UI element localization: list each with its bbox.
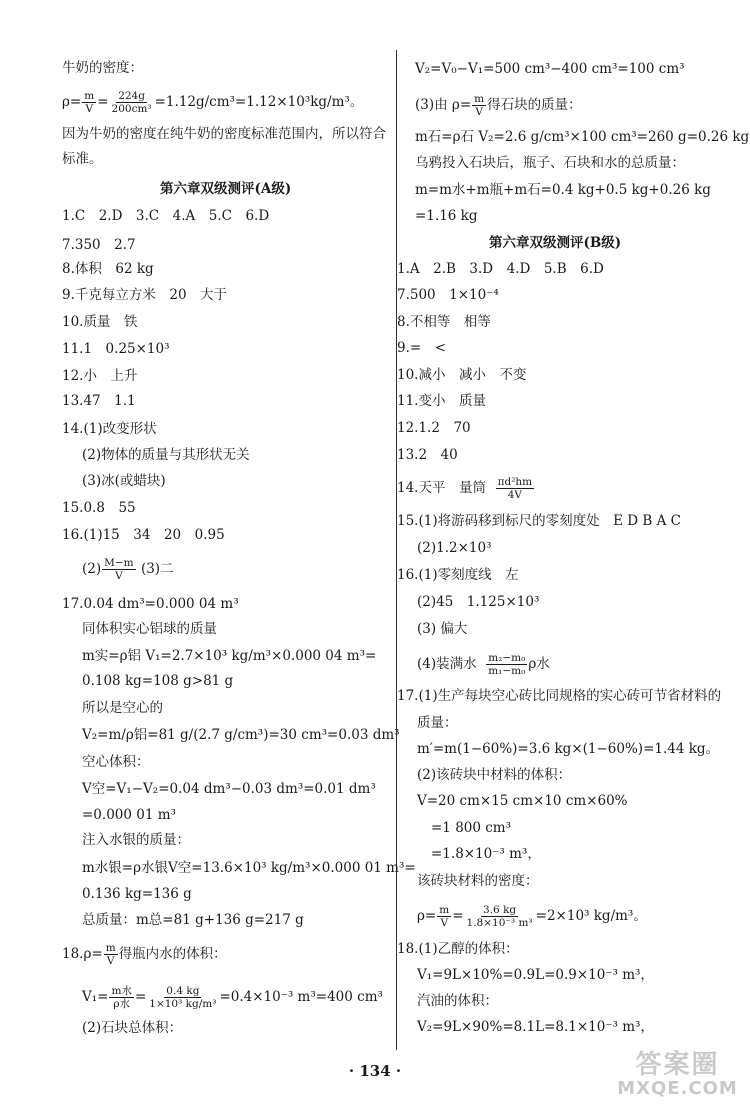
text-line: 标准。 xyxy=(62,151,103,167)
answer-line: 该砖块材料的密度： xyxy=(417,873,539,889)
answer-line: 10.减小 减小 不变 xyxy=(397,367,527,383)
fraction xyxy=(110,90,154,115)
fraction xyxy=(437,904,451,929)
fraction-numerator: m xyxy=(84,90,95,102)
answer-line: 0.136 kg=136 g xyxy=(82,886,192,902)
answer-line: =0.000 01 m³ xyxy=(82,807,176,823)
answer-line: 8.不相等 相等 xyxy=(397,314,491,330)
answer-line: 12.小 上升 xyxy=(62,368,138,384)
answer-line: 1.A 2.B 3.D 4.D 5.B 6.D xyxy=(397,261,604,277)
answer-line: 质量： xyxy=(417,715,458,731)
answer-line: 0.108 kg=108 g>81 g xyxy=(82,673,234,689)
formula-line xyxy=(397,476,535,501)
answer-line: V=20 cm×15 cm×10 cm×60% xyxy=(417,793,628,809)
formula-part: (4)装满水 xyxy=(417,656,477,673)
section-heading: 第六章双级测评(A级) xyxy=(160,181,292,197)
fraction xyxy=(82,90,96,115)
formula-line xyxy=(62,942,227,967)
fraction xyxy=(496,476,535,501)
text-line: 牛奶的密度： xyxy=(62,60,143,76)
answer-line: 总质量：m总=81 g+136 g=217 g xyxy=(82,912,304,928)
answer-line: 乌鸦投入石块后，瓶子、石块和水的总质量： xyxy=(415,155,685,171)
fraction-denominator: V xyxy=(475,106,483,119)
fraction xyxy=(472,93,486,118)
answer-line: =1 800 cm³ xyxy=(431,820,512,836)
column-divider xyxy=(396,50,397,1050)
fraction-numerator: 224g xyxy=(118,90,145,102)
answer-line: 16.(1)零刻度线 左 xyxy=(397,567,519,583)
answer-line: m实=ρ铝 V₁=2.7×10³ kg/m³×0.000 04 m³= xyxy=(82,648,377,664)
formula-part: 18.ρ= xyxy=(62,946,103,963)
fraction-denominator: 1×10³ kg/m³ xyxy=(149,998,217,1011)
answer-line: m′=m(1−60%)=3.6 kg×(1−60%)=1.44 kg。 xyxy=(417,741,720,757)
formula-line xyxy=(417,904,647,929)
answer-line: 17.0.04 dm³=0.000 04 m³ xyxy=(62,596,239,612)
fraction xyxy=(465,904,535,929)
formula-part: (3)二 xyxy=(140,561,174,578)
formula-part: V₁= xyxy=(82,989,109,1006)
answer-line: 11.变小 质量 xyxy=(397,393,486,409)
answer-line: 9.= < xyxy=(397,340,447,356)
answer-line: 11.1 0.25×10³ xyxy=(62,341,170,357)
answer-line: 7.350 2.7 xyxy=(62,237,136,253)
watermark-logo xyxy=(610,1052,745,1108)
answer-line: =1.16 kg xyxy=(415,208,478,224)
formula-part: =2×10³ kg/m³。 xyxy=(535,908,647,925)
answer-line: (2)石块总体积： xyxy=(82,1020,183,1036)
answer-line: m水银=ρ水银V空=13.6×10³ kg/m³×0.000 01 m³= xyxy=(82,860,416,876)
answer-line: 注入水银的质量： xyxy=(82,832,190,848)
fraction-denominator: 1.8×10⁻³ m³ xyxy=(466,917,533,930)
answer-line: =1.8×10⁻³ m³， xyxy=(431,846,541,862)
answer-line: m=m水+m瓶+m石=0.4 kg+0.5 kg+0.26 kg xyxy=(415,182,711,198)
answer-line: (2)1.2×10³ xyxy=(417,540,492,556)
fraction-numerator: 3.6 kg xyxy=(483,904,517,916)
formula-part: 得瓶内水的体积： xyxy=(118,946,227,963)
fraction-denominator: V xyxy=(440,917,449,930)
fraction-denominator: V xyxy=(85,103,94,116)
fraction-denominator: m₁−m₀ xyxy=(488,665,526,678)
answer-line: V空=V₁−V₂=0.04 dm³−0.03 dm³=0.01 dm³ xyxy=(82,781,376,797)
answer-line: 汽油的体积： xyxy=(417,993,498,1009)
answer-line: 7.500 1×10⁻⁴ xyxy=(397,287,499,303)
fraction-numerator: m xyxy=(105,942,116,954)
answer-line: (2)45 1.125×10³ xyxy=(417,594,540,610)
formula-line xyxy=(417,652,550,677)
fraction-numerator: m xyxy=(439,904,450,916)
fraction-numerator: M−m xyxy=(104,557,134,569)
answer-line: 同体积实心铝球的质量 xyxy=(82,621,217,637)
formula-line xyxy=(82,985,383,1010)
answer-line: 1.C 2.D 3.C 4.A 5.C 6.D xyxy=(62,208,270,224)
fraction xyxy=(104,942,118,967)
fraction xyxy=(147,985,218,1010)
formula-part: ρ= xyxy=(62,94,82,111)
formula-part: = xyxy=(97,94,109,111)
fraction-denominator: V xyxy=(106,955,115,968)
formula-part: (3)由 ρ= xyxy=(415,97,472,114)
fraction-denominator: ρ水 xyxy=(113,998,131,1011)
text-line: 因为牛奶的密度在纯牛奶的密度标准范围内，所以符合 xyxy=(62,126,386,142)
formula-line xyxy=(415,93,582,118)
fraction xyxy=(102,557,136,582)
formula-line xyxy=(82,557,174,582)
fraction-numerator: m水 xyxy=(111,985,132,997)
formula-part: 得石块的质量： xyxy=(487,97,582,114)
formula-part: ρ= xyxy=(417,908,437,925)
answer-line: (2)该砖块中材料的体积： xyxy=(417,767,572,783)
section-heading: 第六章双级测评(B级) xyxy=(489,235,622,251)
answer-line: 17.(1)生产每块空心砖比同规格的实心砖可节省材料的 xyxy=(397,688,722,704)
formula-part: ρ水 xyxy=(528,656,550,673)
watermark-text: 答案圈 xyxy=(635,1050,720,1080)
fraction xyxy=(109,985,133,1010)
answer-line: 12.1.2 70 xyxy=(397,420,471,436)
answer-line: 18.(1)乙醇的体积： xyxy=(397,941,519,957)
fraction-numerator: m₂−m₀ xyxy=(488,652,526,664)
answer-line: (3)冰(或蜡块) xyxy=(82,473,166,489)
answer-line: (3) 偏大 xyxy=(417,621,468,637)
answer-line: 13.47 1.1 xyxy=(62,393,136,409)
fraction-denominator: 200cm³ xyxy=(111,103,152,116)
formula-line xyxy=(62,90,363,115)
fraction-denominator: V xyxy=(115,570,123,583)
answer-line: 所以是空心的 xyxy=(82,700,163,716)
formula-part: 14.天平 量筒 xyxy=(397,480,486,497)
answer-line: 空心体积： xyxy=(82,754,150,770)
formula-part: =1.12g/cm³=1.12×10³kg/m³。 xyxy=(154,94,364,111)
answer-line: V₁=9L×10%=0.9L=0.9×10⁻³ m³， xyxy=(417,967,654,983)
answer-line: 9.千克每立方米 20 大于 xyxy=(62,287,228,303)
answer-line: 16.(1)15 34 20 0.95 xyxy=(62,527,225,543)
watermark-url: MXQE.COM xyxy=(617,1078,738,1099)
fraction-numerator: πd²hm xyxy=(497,476,533,488)
page-number: · 134 · xyxy=(348,1062,402,1080)
fraction-denominator: 4V xyxy=(507,489,522,502)
answer-line: 15.(1)将游码移到标尺的零刻度处 E D B A C xyxy=(397,513,681,529)
fraction xyxy=(486,652,527,677)
formula-part: =0.4×10⁻³ m³=400 cm³ xyxy=(219,989,383,1006)
answer-line: V₂=V₀−V₁=500 cm³−400 cm³=100 cm³ xyxy=(415,61,685,77)
fraction-numerator: m xyxy=(474,93,485,105)
answer-line: m石=ρ石 V₂=2.6 g/cm³×100 cm³=260 g=0.26 kg xyxy=(415,129,750,145)
fraction-numerator: 0.4 kg xyxy=(166,985,200,997)
answer-line: 10.质量 铁 xyxy=(62,314,138,330)
answer-line: V₂=9L×90%=8.1L=8.1×10⁻³ m³， xyxy=(417,1019,654,1035)
answer-line: 13.2 40 xyxy=(397,447,458,463)
formula-part: = xyxy=(452,908,464,925)
answer-line: 14.(1)改变形状 xyxy=(62,421,157,437)
formula-part: = xyxy=(134,989,147,1006)
answer-line: (2)物体的质量与其形状无关 xyxy=(82,447,250,463)
answer-line: V₂=m/ρ铝=81 g/(2.7 g/cm³)=30 cm³=0.03 dm³ xyxy=(82,727,400,743)
answer-line: 8.体积 62 kg xyxy=(62,261,154,277)
formula-part: (2) xyxy=(82,561,102,578)
answer-line: 15.0.8 55 xyxy=(62,500,136,516)
